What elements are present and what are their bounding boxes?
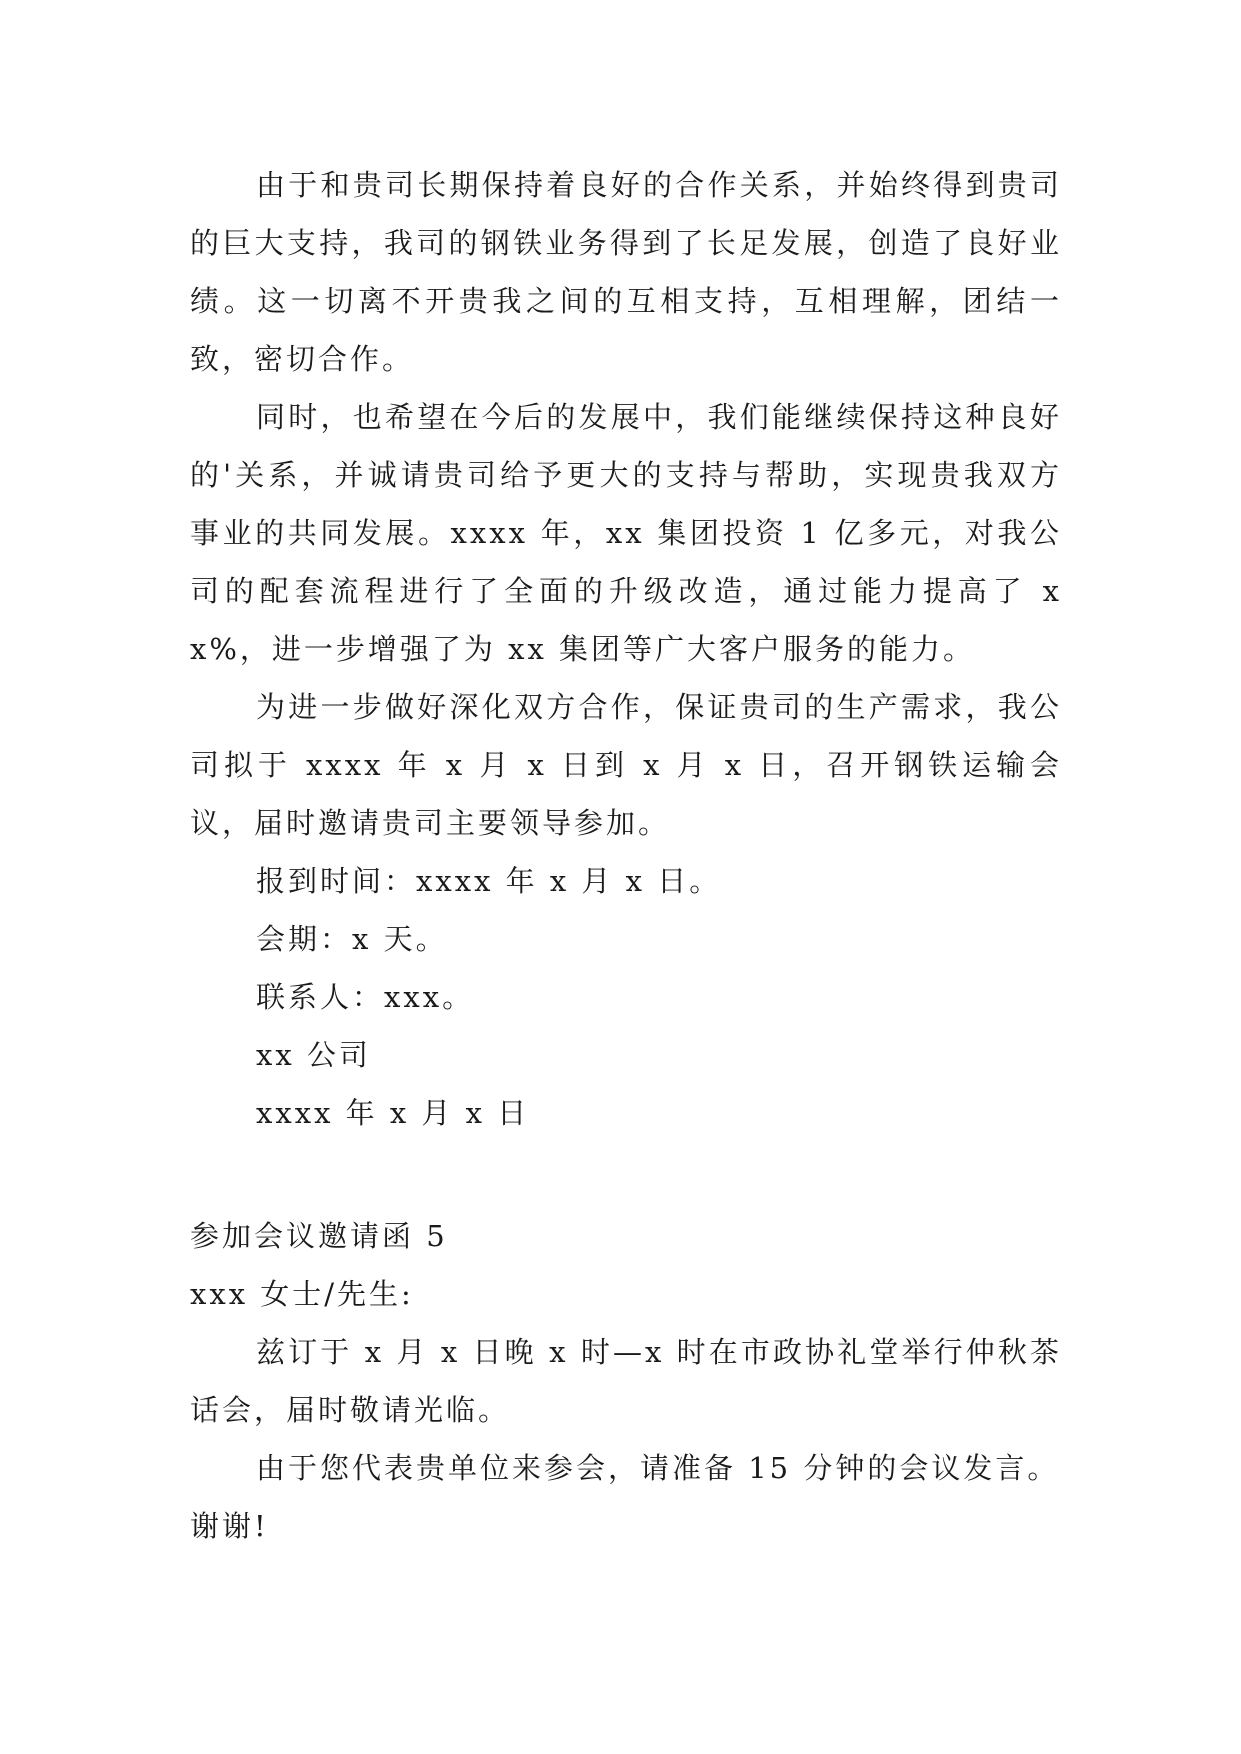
thanks-line: 谢谢! xyxy=(190,1509,269,1543)
contact-line: 联系人：xxx。 xyxy=(256,980,475,1014)
body-paragraph: 为进一步做好深化双方合作，保证贵司的生产需求，我公司拟于 xxxx 年 x 月 x 日到 x 月 x 日，召开钢铁运输会议，届时邀请贵司主要领导参加。 xyxy=(190,690,1062,840)
signature-company: xx 公司 xyxy=(256,1038,371,1072)
body-paragraph: 同时，也希望在今后的发展中，我们能继续保持这种良好的'关系，并诚请贵司给予更大的支持与帮助，实现贵我双方事业的共同发展。xxxx 年，xx 集团投资 1 亿多元，对我公司的配套流程进行了全面的升级改造，通过能力提高了 xx%，进一步增强了为 xx 集团等广大客户服务的能力。 xyxy=(190,400,1062,666)
body-paragraph: 兹订于 x 月 x 日晚 x 时—x 时在市政协礼堂举行仲秋茶话会，届时敬请光临。 xyxy=(190,1335,1062,1427)
body-paragraph: 由于您代表贵单位来参会，请准备 15 分钟的会议发言。 xyxy=(256,1451,1060,1485)
letter-body-section xyxy=(190,156,1062,1142)
invitation-section xyxy=(190,1207,1062,1555)
report-time-line: 报到时间：xxxx 年 x 月 x 日。 xyxy=(256,864,722,898)
duration-line: 会期：x 天。 xyxy=(256,922,448,956)
signature-date: xxxx 年 x 月 x 日 xyxy=(256,1096,530,1130)
section-title: 参加会议邀请函 5 xyxy=(190,1219,448,1253)
salutation: xxx 女士/先生: xyxy=(190,1277,414,1311)
body-paragraph: 由于和贵司长期保持着良好的合作关系，并始终得到贵司的巨大支持，我司的钢铁业务得到了长足发展，创造了良好业绩。这一切离不开贵我之间的互相支持，互相理解，团结一致，密切合作。 xyxy=(190,168,1062,376)
